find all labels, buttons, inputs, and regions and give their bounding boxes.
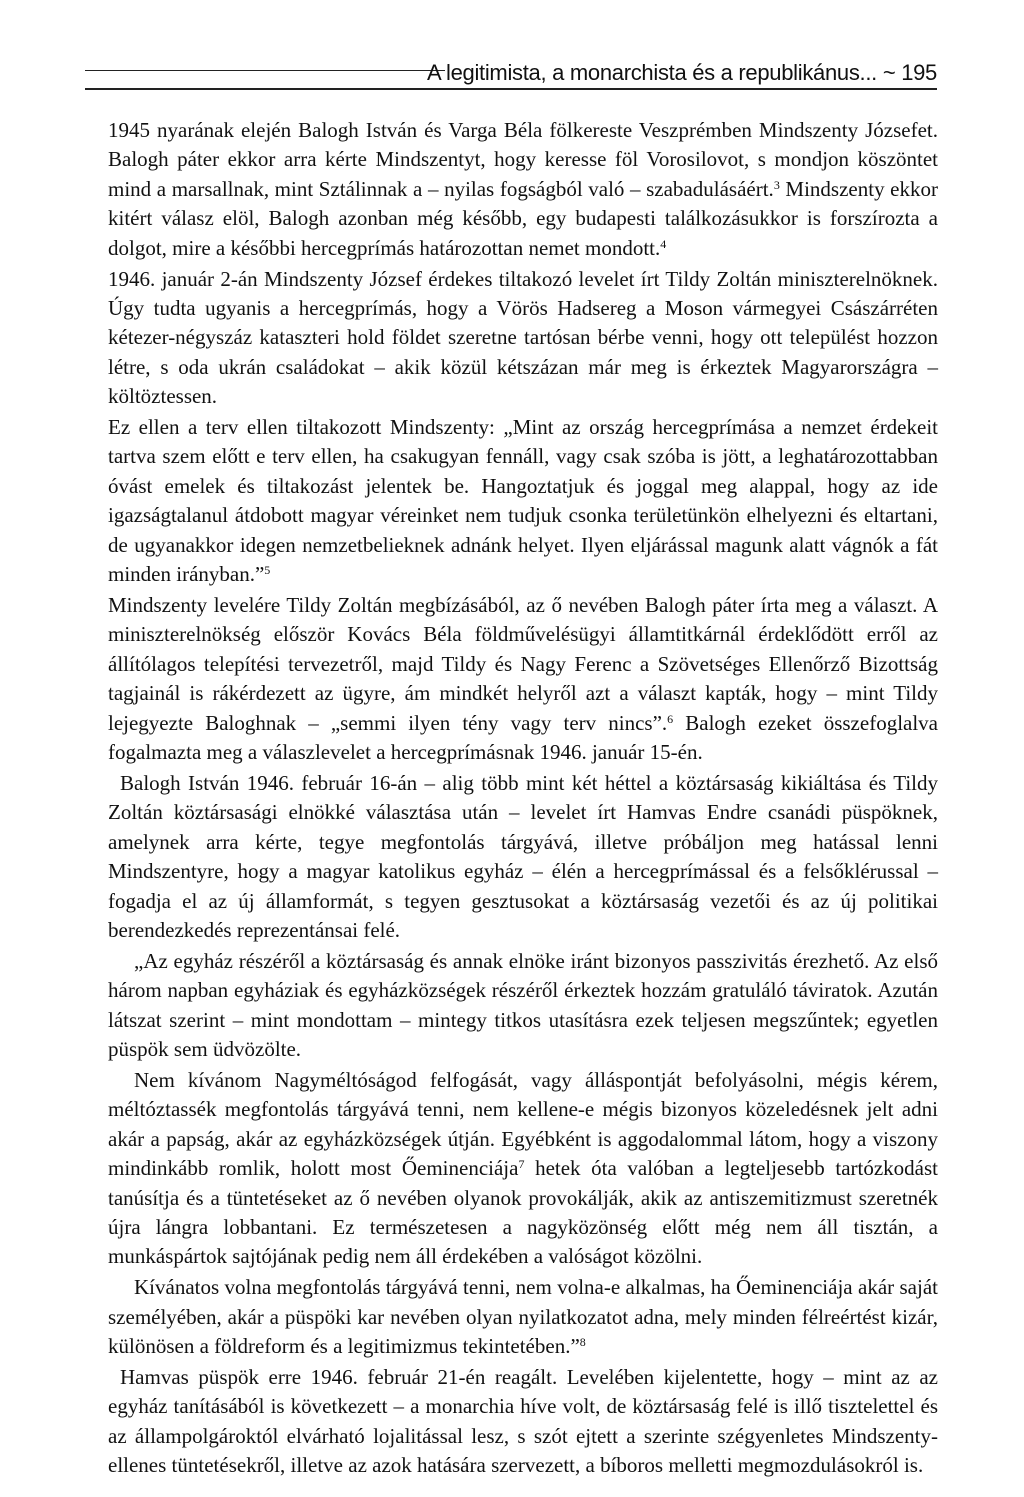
running-title xyxy=(427,60,937,86)
body-text xyxy=(108,116,938,1482)
footnote-ref-4: 4 xyxy=(660,236,667,251)
paragraph-4: Mindszenty levelére Tildy Zoltán megbízásából, az ő nevében Balogh páter írta meg a választ. A miniszterelnökség először Kovács Béla földművelésügyi államtitkárnál érdeklődött erről az állítólagos telepítési tervezetről, majd Tildy és Nagy Ferenc a Szövetséges Ellenőrző Bizottság tagjainál is rákérdezett az ügyre, ám mindkét helyről azt a választ kapták, hogy – mint Tildy lejegyezte Baloghnak – „semmi ilyen tény vagy terv nincs”.$^6$ Balogh ezeket összefoglalva fogalmazta meg a válaszlevelet a hercegprímásnak 1946. január 15-én. xyxy=(108,593,938,765)
footnote-ref-3: 3 xyxy=(773,177,780,192)
footnote-ref-6: 6 xyxy=(667,711,674,726)
running-header xyxy=(85,52,937,92)
paragraph-1: 1945 nyarának elején Balogh István és Varga Béla fölkereste Veszprémben Mindszenty Józsefet. Balogh páter ekkor arra kérte Mindszentyt, hogy keresse föl Vorosilovot, s mondjon köszöntet mind a marsallnak, mint Sztálinnak a – nyilas fogságból való – szabadulásáért.$^3$ Mindszenty ekkor kitért válasz elöl, Balogh azonban még később, egy budapesti találkozásukkor is forszírozta a dolgot, mire a későbbi hercegprímás határozottan nemet mondott.$^4$ xyxy=(108,118,938,260)
quote-paragraph-2: Nem kívánom Nagyméltóságod felfogását, vagy álláspontját befolyásolni, mégis kérem, méltóztassék megfontolás tárgyává tenni, nem kellene-e mégis bizonyos közeledésnek jelt adni akár a papság, akár az egyházközségek útján. Egyébként is aggodalommal látom, hogy a viszony mindinkább romlik, holott most Őeminenciája$^7$ hetek óta valóban a legteljesebb tartózkodást tanúsítja és a tüntetéseket az ő nevében olyanok provokálják, akik az antiszemitizmust szeretnék újra lángra lobbantani. Ez természetesen a nagyközönség előtt még nem áll tisztán, a munkáspártok sajtójának pedig nem áll érdekében a valóságot közölni. xyxy=(108,1068,938,1269)
paragraph-2: 1946. január 2-án Mindszenty József érdekes tiltakozó levelet írt Tildy Zoltán miniszterelnöknek. Úgy tudta ugyanis a hercegprímás, hogy a Vörös Hadsereg a Moson vármegyei Császárréten kétezer-négyszáz kataszteri hold földet szeretne tartósan bérbe venni, hogy ott települést hozzon létre, s oda ukrán családokat – akik közül kétszázan már meg is érkeztek Magyarországra – költöztessen. xyxy=(108,266,938,409)
paragraph-5: Balogh István 1946. február 16-án – alig több mint két héttel a köztársaság kikiáltása és Tildy Zoltán köztársasági elnökké választása után – levelet írt Hamvas Endre csanádi püspöknek, amelynek arra kérte, tegye megfontolás tárgyává, illetve próbáljon meg hatással lenni Mindszentyre, hogy a magyar katolikus egyház – élén a hercegprímással és a felsőklérussal – fogadja el az új államformát, s tegyen gesztusokat a köztársaság vezetői és az új politikai berendezkedés reprezentánsai felé. xyxy=(108,770,938,942)
paragraph-6: Hamvas püspök erre 1946. február 21-én reagált. Levelében kijelentette, hogy – mint az az egyház tanításából is következett – a monarchia híve volt, de köztársaság felé is illő tisztelettel és az állampolgároktól elvárható lojalitással lesz, s szót ejtett a szerinte szégyenletes Mindszenty-ellenes tüntetésekről, illetve az azok hatására szervezett, a bíboros melletti megmozdulásokról is. xyxy=(108,1365,938,1478)
page-number: 195 xyxy=(901,60,937,85)
quote-paragraph-3: Kívánatos volna megfontolás tárgyává tenni, nem volna-e alkalmas, ha Őeminenciája akár saját személyében, akár a püspöki kar nevében olyan nyilatkozatot adna, mely minden félreértést kizár, különösen a földreform és a legitimizmus tekintetében.”$^8$ xyxy=(108,1275,938,1359)
header-rule-top xyxy=(85,70,445,71)
header-separator: ~ xyxy=(882,60,896,85)
header-rule-bottom xyxy=(85,88,937,90)
quote-paragraph-1: „Az egyház részéről a köztársaság és annak elnöke iránt bizonyos passzivitás érezhető. Az első három napban egyháziak és egyházközségek részéről érkeztek hozzám gratuláló táviratok. Azután látszat szerint – mint mondottam – mintegy titkos utasításra ezek teljesen megszűntek; egyetlen püspök sem üdvözölte. xyxy=(108,948,938,1062)
footnote-ref-5: 5 xyxy=(264,563,271,578)
footnote-ref-8: 8 xyxy=(579,1335,586,1350)
footnote-ref-7: 7 xyxy=(518,1157,525,1172)
running-title-text: A legitimista, a monarchista és a republikánus... xyxy=(427,60,877,85)
paragraph-3: Ez ellen a terv ellen tiltakozott Mindszenty: „Mint az ország hercegprímása a nemzet érdekeit tartva szem előtt e terv ellen, ha csakugyan fennáll, vagy csak szóba is jött, a leghatározottabban óvást emelek és tiltakozást jelentek be. Hangoztatjuk és joggal meg alappal, hogy az ide igazságtalanul átdobott magyar véreinket nem tudjuk csonka területünkön elhelyezni és eltartani, de ugyanakkor idegen nemzetbelieknek adnánk helyet. Ilyen eljárással magunk alatt vágnók a fát minden irányban.”$^5$ xyxy=(108,415,938,587)
